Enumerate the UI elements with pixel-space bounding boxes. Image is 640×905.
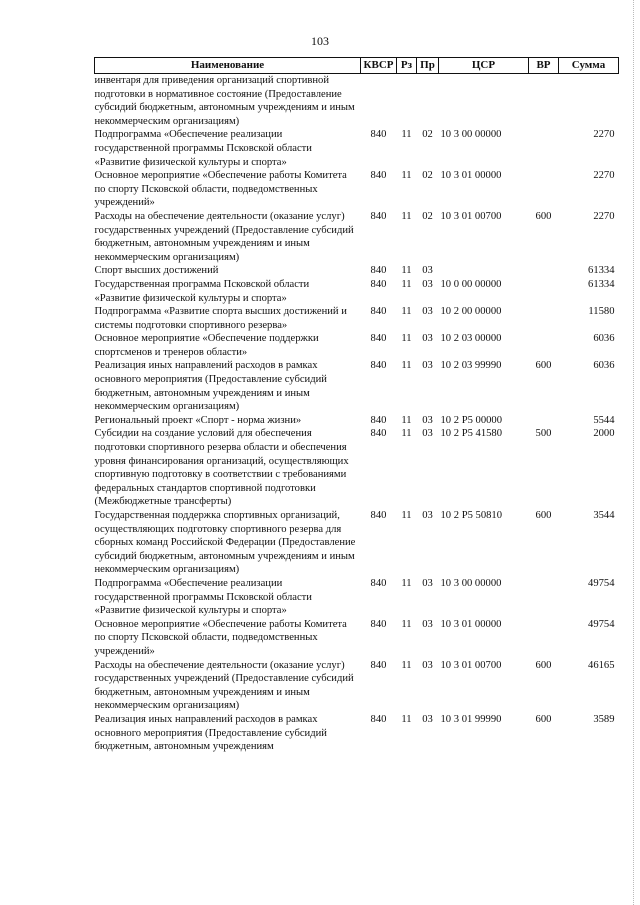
row-vr: 600 [535,510,552,521]
row-vr: 500 [535,428,552,440]
row-pr: 03 [422,713,433,725]
table-row [95,427,619,509]
row-name: Основное мероприятие «Обеспечение работы Комитета по спорту Псковской области, подведомственных учреждений» [94,170,347,209]
row-name: инвентаря для приведения организаций спортивной подготовки в нормативное состояние (Предоставление субсидий бюджетным, автономным учреждениям и иным некоммерческим организациям) [94,75,355,127]
table-row [95,713,619,754]
table-row [95,414,619,428]
header-kvsr: КВСР [361,58,397,74]
row-sum: 2000 [593,428,615,440]
row-rz: 11 [401,265,412,277]
row-sum: 61334 [588,265,615,277]
header-rz: Рз [397,58,417,74]
table-body [95,74,619,754]
row-csr: 10 3 01 00000 [440,618,502,630]
header-pr: Пр [417,58,439,74]
row-rz: 11 [401,510,412,521]
row-pr: 03 [422,510,433,521]
row-name: Государственная поддержка спортивных организаций, осуществляющих подготовку спортивного резерва для сборных команд Российской Федерации (Предоставление субсидий бюджетным, автономным учреждениям и иным некоммерческим организациям) [94,510,356,576]
table-row [95,128,619,169]
row-name: Подпрограмма «Развитие спорта высших достижений и системы подготовки спортивного резерва» [94,306,347,331]
row-csr: 10 2 00 00000 [440,306,502,318]
row-csr: 10 3 01 00000 [440,170,502,182]
table-row [95,305,619,332]
row-sum: 6036 [593,360,615,372]
row-pr: 03 [422,414,433,426]
row-rz: 11 [401,306,412,318]
row-name: Региональный проект «Спорт - норма жизни» [94,414,302,426]
row-pr: 03 [422,577,433,589]
row-kvsr: 840 [370,618,387,630]
row-kvsr: 840 [370,129,387,141]
row-pr: 03 [422,618,433,630]
row-kvsr: 840 [370,659,387,671]
row-sum: 2270 [593,170,615,182]
row-vr [529,74,559,129]
row-csr: 10 3 00 00000 [440,129,502,141]
row-csr: 10 3 01 99990 [440,713,502,725]
table-row [95,577,619,618]
row-csr: 10 2 03 99990 [440,360,502,372]
row-vr: 600 [535,210,552,222]
row-vr [529,169,559,210]
budget-table [94,57,619,754]
row-pr: 02 [422,170,433,182]
row-csr: 10 2 P5 41580 [440,428,503,440]
row-pr: 03 [422,360,433,372]
header-sum: Сумма [559,58,619,74]
table-row [95,74,619,129]
row-name: Реализация иных направлений расходов в рамках основного мероприятия (Предоставление субсидий бюджетным, автономным учреждениям [94,713,327,753]
table-row [95,659,619,713]
row-name: Основное мероприятие «Обеспечение поддержки спортсменов и тренеров области» [94,333,319,358]
table-row [95,332,619,359]
row-rz: 11 [401,414,412,426]
row-csr: 10 3 01 00700 [440,659,502,671]
row-rz: 11 [401,210,412,222]
row-sum: 5544 [593,414,615,426]
row-csr: 10 3 00 00000 [440,577,502,589]
row-csr [439,264,529,278]
row-kvsr: 840 [370,414,387,426]
row-name: Спорт высших достижений [94,265,219,277]
scan-edge-line [632,0,634,905]
row-rz: 11 [401,713,412,725]
row-name: Расходы на обеспечение деятельности (оказание услуг) государственных учреждений (Предоставление субсидий бюджетным, автономным учреждениям и иным некоммерческим организациям) [94,659,354,712]
header-vr: ВР [529,58,559,74]
row-pr: 02 [422,129,433,141]
row-csr: 10 2 03 00000 [440,333,502,345]
table-row [95,210,619,264]
row-sum: 6036 [593,333,615,345]
row-rz: 11 [401,618,412,630]
row-vr [529,128,559,169]
row-vr: 600 [535,360,552,372]
row-rz: 11 [401,360,412,372]
row-kvsr [361,74,397,129]
header-csr: ЦСР [439,58,529,74]
row-kvsr: 840 [370,210,387,222]
row-name: Государственная программа Псковской области «Развитие физической культуры и спорта» [94,278,310,304]
row-sum: 3544 [593,510,615,521]
row-pr [417,74,439,129]
row-name: Подпрограмма «Обеспечение реализации государственной программы Псковской области «Развитие физической культуры и спорта» [94,577,312,617]
table-header [95,58,619,74]
row-csr: 10 0 00 00000 [440,278,502,290]
row-sum: 61334 [588,278,615,290]
page-number: 103 [311,34,329,48]
row-kvsr: 840 [370,360,387,372]
row-pr: 03 [422,428,433,440]
row-vr [529,414,559,428]
row-vr [529,332,559,359]
row-vr [529,264,559,278]
table-row [95,359,619,413]
row-sum: 2270 [593,129,615,141]
row-csr: 10 3 01 00700 [440,210,502,222]
row-rz: 11 [401,577,412,589]
row-pr: 03 [422,659,433,671]
row-rz: 11 [401,659,412,671]
row-sum: 49754 [588,618,615,630]
row-kvsr: 840 [370,278,387,290]
row-kvsr: 840 [370,713,387,725]
row-vr [529,278,559,305]
row-pr: 03 [422,333,433,345]
row-pr: 02 [422,210,433,222]
row-name: Субсидии на создание условий для обеспечения подготовки спортивного резерва области и обеспечения уровня финансирования организаций, осуществляющих спортивную подготовку в соответствии с требованиями федеральных стандартов спортивной подготовки (Межбюджетные трансферты) [94,428,349,508]
row-vr: 600 [535,659,552,671]
row-kvsr: 840 [370,333,387,345]
row-vr [529,305,559,332]
row-kvsr: 840 [370,428,387,440]
row-pr: 03 [422,306,433,318]
row-name: Расходы на обеспечение деятельности (оказание услуг) государственных учреждений (Предоставление субсидий бюджетным, автономным учреждениям и иным некоммерческим организациям) [94,210,354,263]
row-rz: 11 [401,278,412,290]
table-row [95,618,619,659]
row-rz [397,74,417,129]
row-rz: 11 [401,170,412,182]
row-name: Реализация иных направлений расходов в рамках основного мероприятия (Предоставление субсидий бюджетным, автономным учреждениям и иным некоммерческим организациям) [94,360,327,413]
row-kvsr: 840 [370,577,387,589]
row-name: Подпрограмма «Обеспечение реализации государственной программы Псковской области «Развитие физической культуры и спорта» [94,129,312,168]
row-sum: 49754 [588,577,615,589]
row-rz: 11 [401,129,412,141]
table-row [95,278,619,305]
row-pr: 03 [422,265,433,277]
row-name: Основное мероприятие «Обеспечение работы Комитета по спорту Псковской области, подведомственных учреждений» [94,618,347,657]
header-name: Наименование [95,58,361,74]
row-vr [529,577,559,618]
row-csr [439,74,529,129]
row-sum: 11580 [588,306,615,318]
row-kvsr: 840 [370,265,387,277]
row-csr: 10 2 P5 50810 [440,510,503,521]
row-vr: 600 [535,713,552,725]
row-sum: 2270 [593,210,615,222]
row-sum: 3589 [593,713,615,725]
table-row [95,169,619,210]
table-row [95,509,619,577]
table-row [95,264,619,278]
row-sum: 46165 [588,659,615,671]
row-sum [559,74,619,129]
row-vr [529,618,559,659]
row-pr: 03 [422,278,433,290]
row-rz: 11 [401,333,412,345]
row-csr: 10 2 P5 00000 [440,414,503,426]
row-kvsr: 840 [370,510,387,521]
row-kvsr: 840 [370,306,387,318]
row-kvsr: 840 [370,170,387,182]
row-rz: 11 [401,428,412,440]
